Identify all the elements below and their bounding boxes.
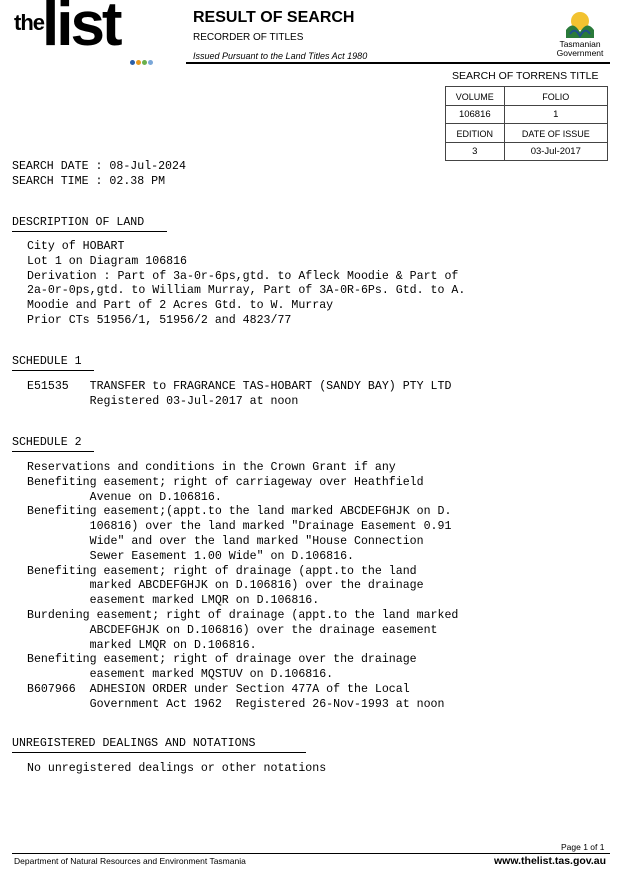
- crest-icon: [562, 8, 598, 40]
- document-subtitle: RECORDER OF TITLES: [193, 32, 304, 43]
- schedule-2-body: Reservations and conditions in the Crown Grant if any Benefiting easement; right of carriageway over Heathfield Avenue on D.106816. Benefiting easement;(appt.to the land marked ABCDEFGHJK on D. 106816) over the land marked "Drainage Easement 0.91 Wide" and over the land marked "House Connection Sewer Easement 1.00 Wide" on D.106816. Benefiting easement; right of drainage (appt.to the land marked ABCDEFGHJK on D.106816) over the drainage easement marked LMQR on D.106816. Burdening easement; right of drainage (appt.to the land marked ABCDEFGHJK on D.106816) over the drainage easement marked LMQR on D.106816. Benefiting easement; right of drainage over the drainage easement marked MQSTUV on D.106816. B607966 ADHESION ORDER under Section 477A of the Local Government Act 1962 Registered 26-Nov-1993 at noon: [27, 461, 459, 711]
- date-of-issue-value: 03-Jul-2017: [504, 143, 607, 161]
- issued-pursuant-text: Issued Pursuant to the Land Titles Act 1980: [193, 51, 368, 61]
- volume-value: 106816: [446, 106, 505, 124]
- edition-value: 3: [446, 143, 505, 161]
- logo-list-text: list: [42, 0, 120, 59]
- logo-dot: [136, 60, 141, 65]
- torrens-title-heading: SEARCH OF TORRENS TITLE: [452, 70, 599, 82]
- unregistered-body: No unregistered dealings or other notations: [27, 762, 327, 775]
- footer-website-link[interactable]: www.thelist.tas.gov.au: [494, 855, 607, 867]
- edition-label: EDITION: [446, 124, 505, 143]
- unregistered-heading: UNREGISTERED DEALINGS AND NOTATIONS: [12, 737, 306, 753]
- header-rule: [186, 62, 610, 64]
- date-of-issue-label: DATE OF ISSUE: [504, 124, 607, 143]
- volume-label: VOLUME: [446, 87, 505, 106]
- thelist-logo: [14, 0, 154, 64]
- description-heading: DESCRIPTION OF LAND: [12, 216, 167, 232]
- logo-dot: [148, 60, 153, 65]
- logo-the-text: the: [14, 10, 44, 35]
- logo-dot: [130, 60, 135, 65]
- gov-label-line1: Tasmanian: [559, 39, 601, 49]
- schedule-2-heading: SCHEDULE 2: [12, 436, 94, 452]
- gov-label-line2: Government: [556, 48, 604, 58]
- schedule-1-heading: SCHEDULE 1: [12, 355, 94, 371]
- schedule-1-body: E51535 TRANSFER to FRAGRANCE TAS-HOBART (SANDY BAY) PTY LTD Registered 03-Jul-2017 at noon: [27, 380, 452, 408]
- logo-dot: [142, 60, 147, 65]
- logo-dots: [130, 52, 154, 70]
- document-title: RESULT OF SEARCH: [193, 9, 355, 26]
- torrens-title-table: [445, 86, 608, 161]
- search-date-time: SEARCH DATE : 08-Jul-2024 SEARCH TIME : 02.38 PM: [12, 160, 186, 188]
- page-number: Page 1 of 1: [561, 842, 605, 852]
- footer-rule: [12, 853, 610, 854]
- tasmanian-government-logo: [550, 8, 610, 60]
- folio-label: FOLIO: [504, 87, 607, 106]
- folio-value: 1: [504, 106, 607, 124]
- description-body: City of HOBART Lot 1 on Diagram 106816 Derivation : Part of 3a-0r-6ps,gtd. to Afleck Moodie & Part of 2a-0r-0ps,gtd. to William Murray, Part of 3A-0R-6Ps. Gtd. to A. Moodie and Part of 2 Acres Gtd. to W. Murray Prior CTs 51956/1, 51956/2 and 4823/77: [27, 240, 466, 327]
- footer-department: Department of Natural Resources and Environment Tasmania: [14, 856, 246, 866]
